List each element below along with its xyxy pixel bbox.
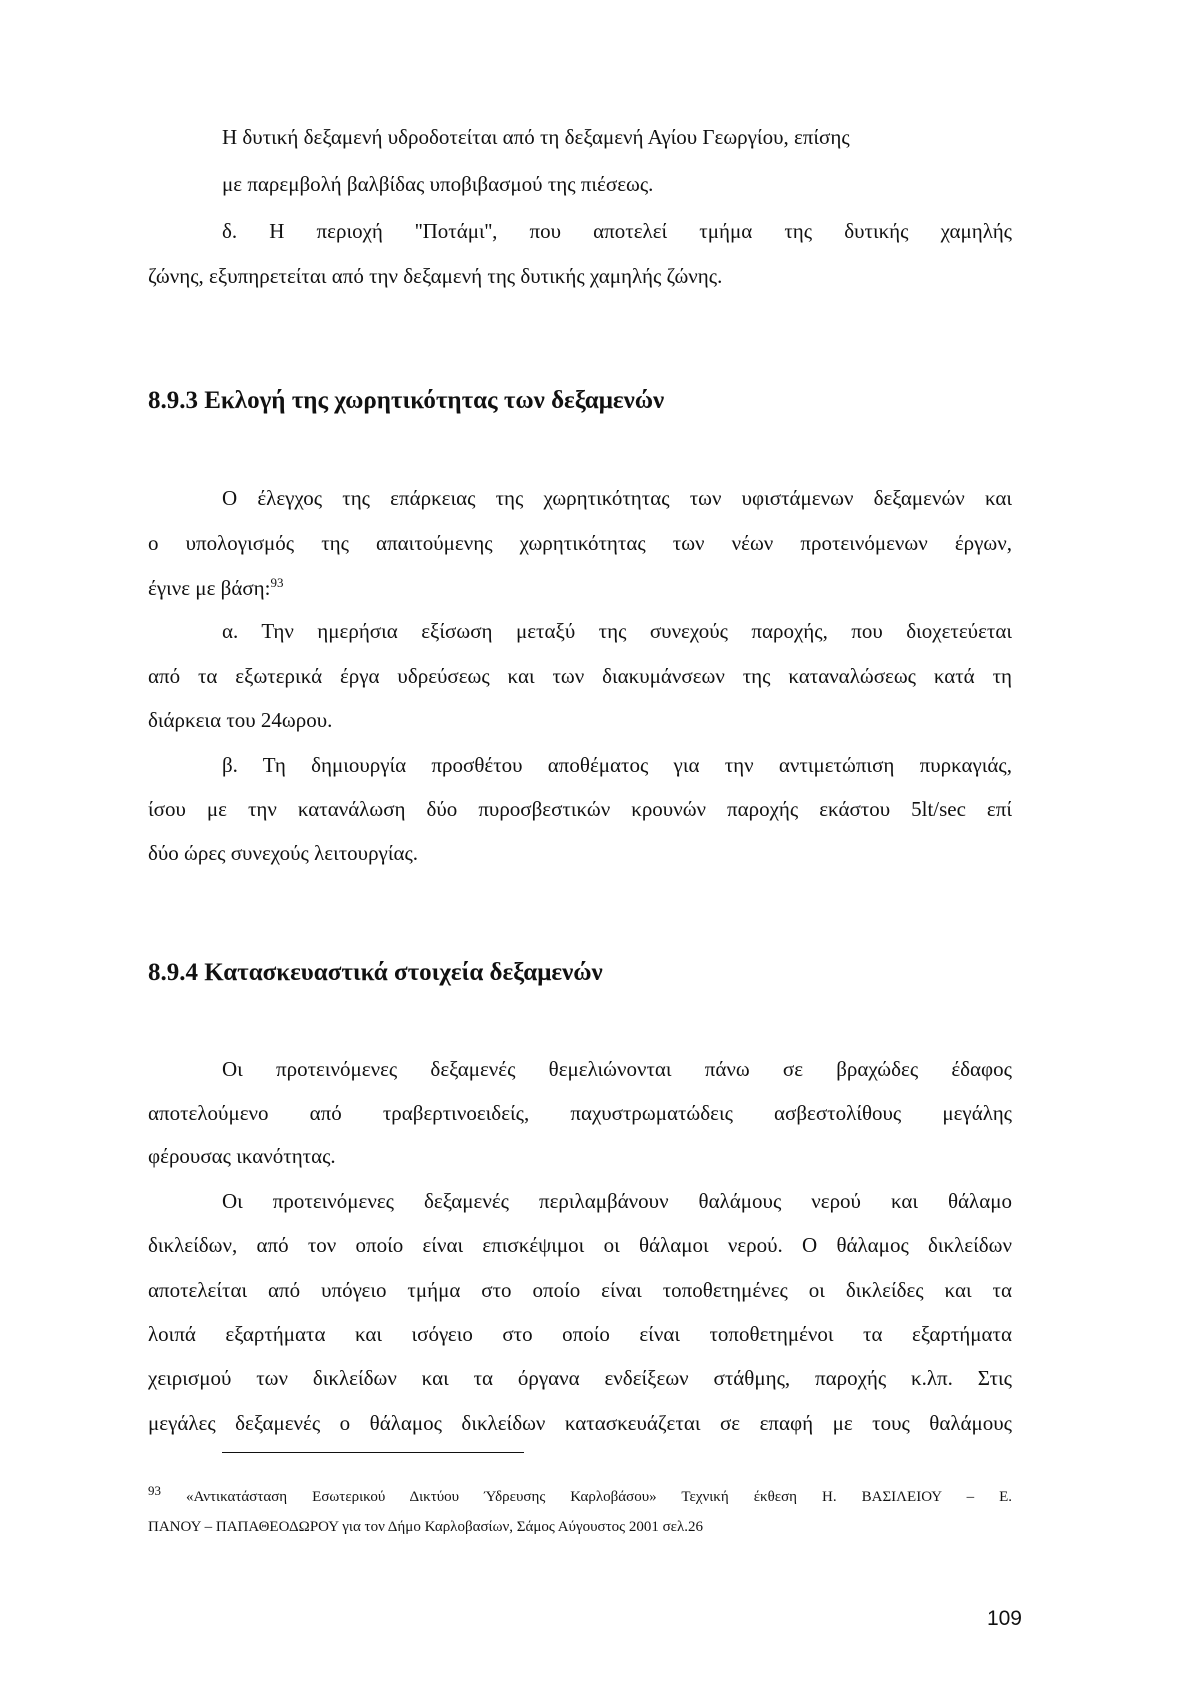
paragraph-line: ζώνης, εξυπηρετείται από την δεξαμενή της δυτικής χαμηλής ζώνης. (148, 264, 723, 288)
footnote-mark: 93 (148, 1483, 161, 1498)
list-item-line: δύο ώρες συνεχούς λειτουργίας. (148, 841, 419, 865)
paragraph-line: δικλείδων, από τον οποίο είναι επισκέψιμοι οι θάλαμοι νερού. Ο θάλαμος δικλείδων (148, 1233, 1012, 1257)
list-item-line: α. Την ημερήσια εξίσωση μεταξύ της συνεχούς παροχής, που διοχετεύεται (222, 619, 1012, 643)
paragraph-line: λοιπά εξαρτήματα και ισόγειο στο οποίο είναι τοποθετημένοι τα εξαρτήματα (148, 1322, 1012, 1346)
page-number: 109 (986, 1607, 1022, 1630)
paragraph-text: έγινε με βάση: (148, 576, 271, 600)
list-item-line: ίσου με την κατανάλωση δύο πυροσβεστικών κρουνών παροχής εκάστου 5lt/sec επί (148, 797, 1012, 821)
list-item-line: β. Τη δημιουργία προσθέτου αποθέματος για την αντιμετώπιση πυρκαγιάς, (222, 753, 1012, 777)
paragraph-line: Οι προτεινόμενες δεξαμενές θεμελιώνονται πάνω σε βραχώδες έδαφος (222, 1057, 1012, 1081)
footnote-line: ΠΑΝΟΥ – ΠΑΠΑΘΕΟΔΩΡΟΥ για τον Δήμο Καρλοβασίων, Σάμος Αύγουστος 2001 σελ.26 (148, 1519, 703, 1535)
paragraph-line: ο υπολογισμός της απαιτούμενης χωρητικότητας των νέων προτεινόμενων έργων, (148, 531, 1012, 555)
paragraph-line: φέρουσας ικανότητας. (148, 1144, 336, 1168)
paragraph-line: χειρισμού των δικλείδων και τα όργανα ενδείξεων στάθμης, παροχής κ.λπ. Στις (148, 1366, 1012, 1390)
paragraph-line (148, 575, 283, 601)
section-heading-8-9-3: 8.9.3 Εκλογή της χωρητικότητας των δεξαμενών (148, 387, 665, 414)
paragraph-line: αποτελείται από υπόγειο τμήμα στο οποίο είναι τοποθετημένες οι δικλείδες και τα (148, 1278, 1012, 1302)
paragraph-line: αποτελούμενο από τραβερτινοειδείς, παχυστρωματώδεις ασβεστολίθους μεγάλης (148, 1101, 1012, 1125)
paragraph-line: Ο έλεγχος της επάρκειας της χωρητικότητας των υφιστάμενων δεξαμενών και (222, 486, 1012, 510)
list-item-line: διάρκεια του 24ωρου. (148, 708, 333, 732)
footnote-reference: 93 (270, 575, 284, 590)
footnote-separator (222, 1452, 524, 1453)
section-heading-8-9-4: 8.9.4 Κατασκευαστικά στοιχεία δεξαμενών (148, 959, 603, 986)
footnote-text: «Αντικατάσταση Εσωτερικού Δικτύου Ύδρευσης Καρλοβάσου» Τεχνική έκθεση Η. ΒΑΣΙΛΕΙΟΥ – Ε. (186, 1489, 1013, 1505)
paragraph-line: δ. Η περιοχή ''Ποτάμι'', που αποτελεί τμήμα της δυτικής χαμηλής (222, 219, 1012, 243)
paragraph-line: Οι προτεινόμενες δεξαμενές περιλαμβάνουν θαλάμους νερού και θάλαμο (222, 1189, 1012, 1213)
paragraph-line: με παρεμβολή βαλβίδας υποβιβασμού της πιέσεως. (222, 172, 654, 196)
paragraph-line: Η δυτική δεξαμενή υδροδοτείται από τη δεξαμενή Αγίου Γεωργίου, επίσης (222, 125, 850, 149)
footnote-line (148, 1483, 1013, 1507)
list-item-line: από τα εξωτερικά έργα υδρεύσεως και των διακυμάνσεων της καταναλώσεως κατά τη (148, 664, 1012, 688)
paragraph-line: μεγάλες δεξαμενές ο θάλαμος δικλείδων κατασκευάζεται σε επαφή με τους θαλάμους (148, 1411, 1012, 1435)
